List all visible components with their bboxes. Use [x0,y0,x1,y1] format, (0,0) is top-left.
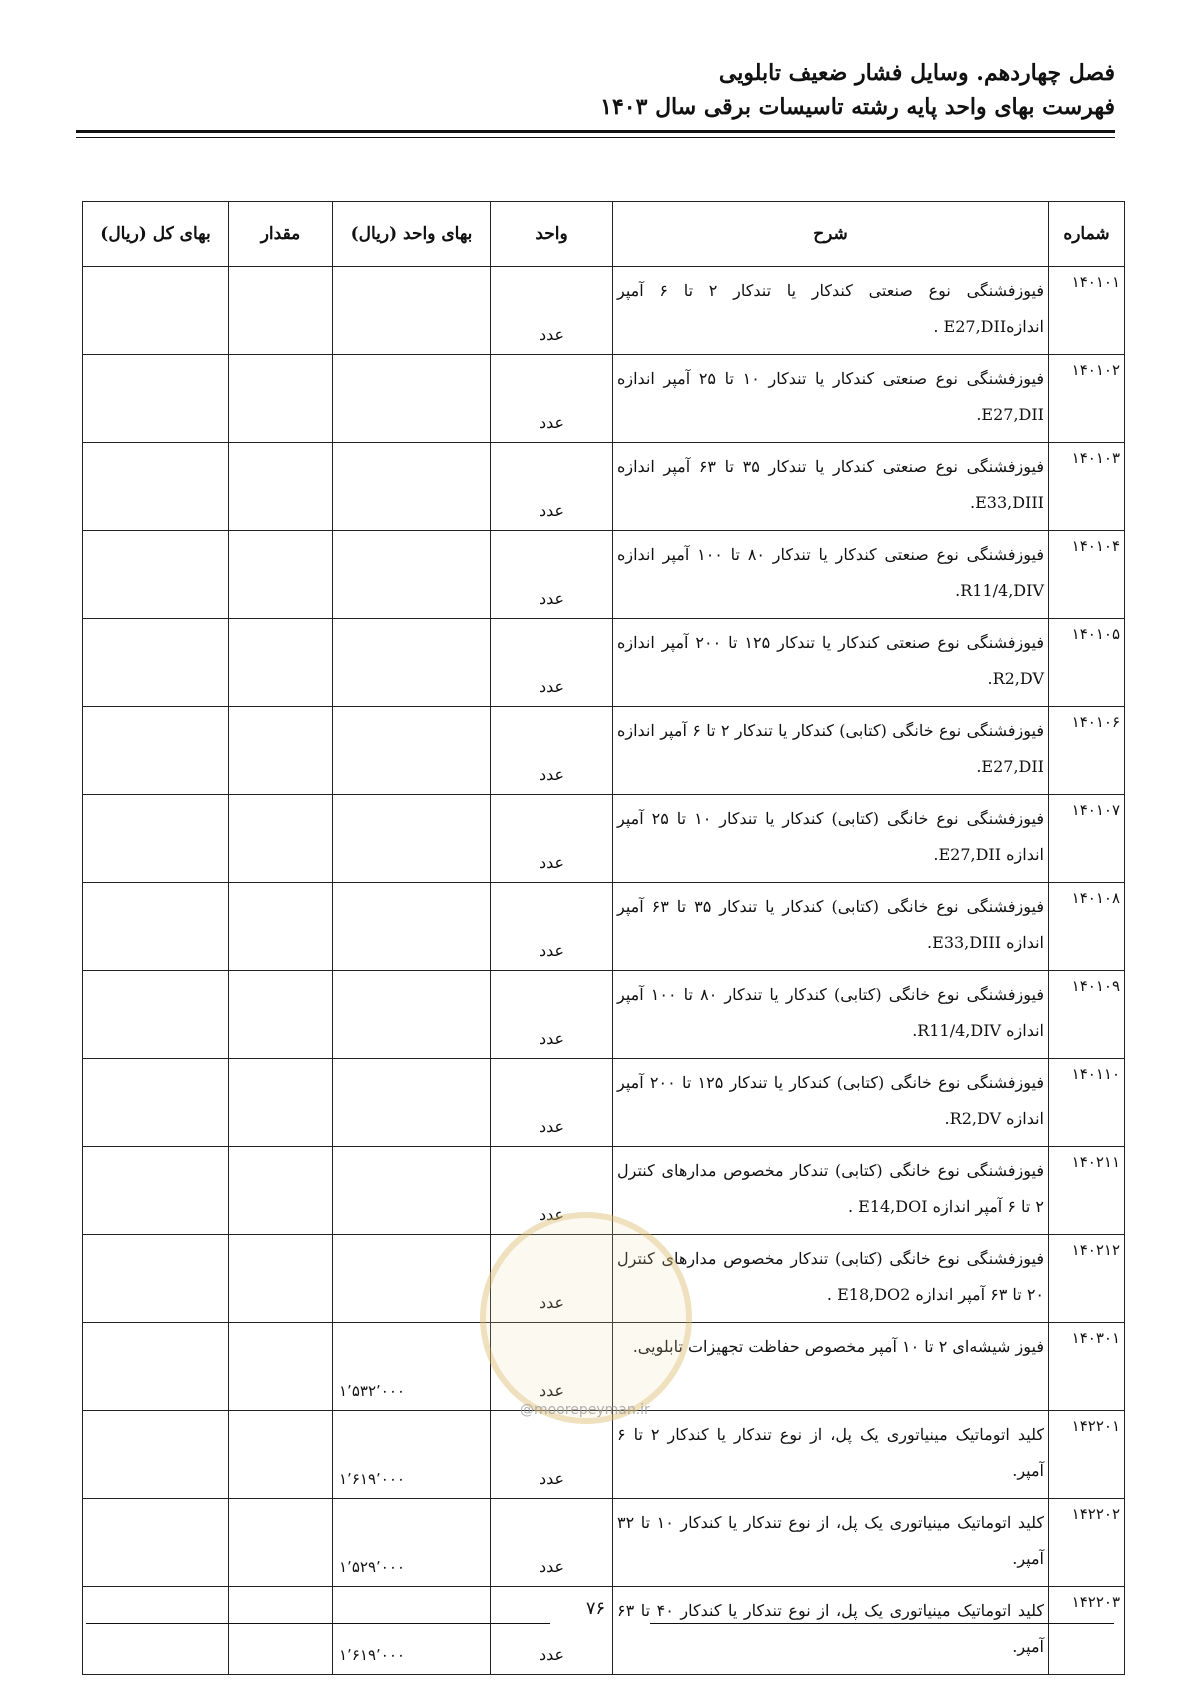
item-quantity [229,355,333,443]
item-unit: عدد [491,1587,613,1675]
item-number: ۱۴۰۱۰۲ [1049,355,1125,443]
item-unit-price [333,355,491,443]
item-unit: عدد [491,1411,613,1499]
item-unit-price [333,883,491,971]
item-quantity [229,1235,333,1323]
table-row [83,971,1125,1059]
table-row [83,707,1125,795]
item-number: ۱۴۰۲۱۱ [1049,1147,1125,1235]
item-quantity [229,267,333,355]
item-unit-price [333,795,491,883]
chapter-title: فصل چهاردهم. وسایل فشار ضعیف تابلویی [718,60,1115,86]
item-quantity [229,443,333,531]
table-row [83,355,1125,443]
item-description: فیوزفشنگی نوع خانگی (کتابی) تندکار مخصوص مدارهای کنترل ۲۰ تا ۶۳ آمپر اندازه E18,DO2 . [613,1235,1049,1323]
item-number: ۱۴۲۲۰۱ [1049,1411,1125,1499]
item-number: ۱۴۰۱۰۱ [1049,267,1125,355]
item-total-price [83,707,229,795]
table-row [83,443,1125,531]
item-unit-price [333,619,491,707]
item-number: ۱۴۰۱۰۷ [1049,795,1125,883]
item-description: فیوزفشنگی نوع صنعتی کندکار یا تندکار ۸۰ تا ۱۰۰ آمپر اندازه R11/4,DIV. [613,531,1049,619]
item-unit: عدد [491,1059,613,1147]
column-header-unit-price: بهای واحد (ریال) [333,202,491,267]
item-number: ۱۴۰۱۰۴ [1049,531,1125,619]
item-number: ۱۴۰۳۰۱ [1049,1323,1125,1411]
item-unit: عدد [491,883,613,971]
item-description: کلید اتوماتیک مینیاتوری یک پل، از نوع تندکار یا کندکار ۱۰ تا ۳۲ آمپر. [613,1499,1049,1587]
item-description: فیوزفشنگی نوع صنعتی کندکار یا تندکار ۳۵ تا ۶۳ آمپر اندازه E33,DIII. [613,443,1049,531]
table-row [83,1235,1125,1323]
item-description: فیوزفشنگی نوع صنعتی کندکار یا تندکار ۲ تا ۶ آمپر اندازهE27,DII . [613,267,1049,355]
item-unit-price [333,1235,491,1323]
item-quantity [229,1323,333,1411]
item-unit-price [333,1059,491,1147]
item-total-price [83,1059,229,1147]
item-total-price [83,883,229,971]
item-unit: عدد [491,355,613,443]
item-description: فیوزفشنگی نوع خانگی (کتابی) تندکار مخصوص مدارهای کنترل ۲ تا ۶ آمپر اندازه E14,DOI . [613,1147,1049,1235]
item-quantity [229,795,333,883]
item-description: فیوز شیشه‌ای ۲ تا ۱۰ آمپر مخصوص حفاظت تجهیزات تابلویی. [613,1323,1049,1411]
item-number: ۱۴۲۲۰۳ [1049,1587,1125,1675]
item-number: ۱۴۰۱۰۳ [1049,443,1125,531]
item-description: کلید اتوماتیک مینیاتوری یک پل، از نوع تندکار یا کندکار ۴۰ تا ۶۳ آمپر. [613,1587,1049,1675]
item-quantity [229,619,333,707]
item-quantity [229,1147,333,1235]
page-header [76,56,1115,124]
item-quantity [229,1499,333,1587]
item-total-price [83,971,229,1059]
item-total-price [83,531,229,619]
item-description: فیوزفشنگی نوع خانگی (کتابی) کندکار یا تندکار ۲ تا ۶ آمپر اندازه E27,DII. [613,707,1049,795]
header-rule-thin [76,137,1115,138]
item-description: فیوزفشنگی نوع خانگی (کتابی) کندکار یا تندکار ۳۵ تا ۶۳ آمپر اندازه E33,DIII. [613,883,1049,971]
price-table [82,201,1125,1675]
table-row [83,883,1125,971]
item-unit: عدد [491,531,613,619]
item-quantity [229,531,333,619]
item-quantity [229,1411,333,1499]
item-number: ۱۴۰۲۱۲ [1049,1235,1125,1323]
column-header-number: شماره [1049,202,1125,267]
item-total-price [83,619,229,707]
item-unit: عدد [491,1235,613,1323]
table-row [83,531,1125,619]
item-description: فیوزفشنگی نوع صنعتی کندکار یا تندکار ۱۲۵ تا ۲۰۰ آمپر اندازه R2,DV. [613,619,1049,707]
item-unit-price: ۱٬۵۳۲٬۰۰۰ [333,1323,491,1411]
table-body [83,267,1125,1675]
table-header-row [83,202,1125,267]
item-unit-price [333,707,491,795]
item-unit: عدد [491,795,613,883]
item-number: ۱۴۰۱۰۵ [1049,619,1125,707]
item-total-price [83,795,229,883]
item-description: فیوزفشنگی نوع خانگی (کتابی) کندکار یا تندکار ۱۰ تا ۲۵ آمپر اندازه E27,DII. [613,795,1049,883]
item-unit: عدد [491,619,613,707]
item-description: فیوزفشنگی نوع صنعتی کندکار یا تندکار ۱۰ تا ۲۵ آمپر اندازه E27,DII. [613,355,1049,443]
item-unit: عدد [491,1147,613,1235]
item-quantity [229,1059,333,1147]
item-description: فیوزفشنگی نوع خانگی (کتابی) کندکار یا تندکار ۱۲۵ تا ۲۰۰ آمپر اندازه R2,DV. [613,1059,1049,1147]
item-unit: عدد [491,1499,613,1587]
item-unit: عدد [491,443,613,531]
column-header-unit: واحد [491,202,613,267]
page-number: ۷۶ [585,1598,606,1619]
column-header-description: شرح [613,202,1049,267]
item-number: ۱۴۰۱۰۹ [1049,971,1125,1059]
item-total-price [83,1411,229,1499]
item-total-price [83,1147,229,1235]
table-row [83,1499,1125,1587]
table-row [83,1059,1125,1147]
item-unit-price [333,971,491,1059]
item-description: فیوزفشنگی نوع خانگی (کتابی) کندکار یا تندکار ۸۰ تا ۱۰۰ آمپر اندازه R11/4,DIV. [613,971,1049,1059]
table-row [83,619,1125,707]
column-header-total-price: بهای کل (ریال) [83,202,229,267]
table-row [83,1323,1125,1411]
item-quantity [229,971,333,1059]
item-unit: عدد [491,707,613,795]
item-quantity [229,707,333,795]
item-number: ۱۴۲۲۰۲ [1049,1499,1125,1587]
item-unit-price: ۱٬۶۱۹٬۰۰۰ [333,1411,491,1499]
item-unit-price: ۱٬۶۱۹٬۰۰۰ [333,1587,491,1675]
item-unit-price [333,531,491,619]
item-total-price [83,1323,229,1411]
item-number: ۱۴۰۱۱۰ [1049,1059,1125,1147]
header-rule-thick [76,130,1115,133]
table-row [83,1411,1125,1499]
item-total-price [83,355,229,443]
price-list-title: فهرست بهای واحد پایه رشته تاسیسات برقی سال ۱۴۰۳ [600,94,1115,120]
item-total-price [83,1235,229,1323]
item-number: ۱۴۰۱۰۶ [1049,707,1125,795]
item-total-price [83,267,229,355]
item-quantity [229,883,333,971]
item-unit: عدد [491,1323,613,1411]
item-total-price [83,1499,229,1587]
table-row [83,1147,1125,1235]
item-description: کلید اتوماتیک مینیاتوری یک پل، از نوع تندکار یا کندکار ۲ تا ۶ آمپر. [613,1411,1049,1499]
item-unit-price [333,267,491,355]
table-row [83,795,1125,883]
item-unit-price: ۱٬۵۲۹٬۰۰۰ [333,1499,491,1587]
item-unit-price [333,1147,491,1235]
item-number: ۱۴۰۱۰۸ [1049,883,1125,971]
footer-rule-right [650,1623,1114,1624]
column-header-quantity: مقدار [229,202,333,267]
table-row [83,267,1125,355]
footer-rule-left [86,1623,550,1624]
item-unit: عدد [491,971,613,1059]
item-total-price [83,443,229,531]
watermark-text: @moorepeyman.ir [520,1402,650,1418]
item-unit-price [333,443,491,531]
item-unit: عدد [491,267,613,355]
